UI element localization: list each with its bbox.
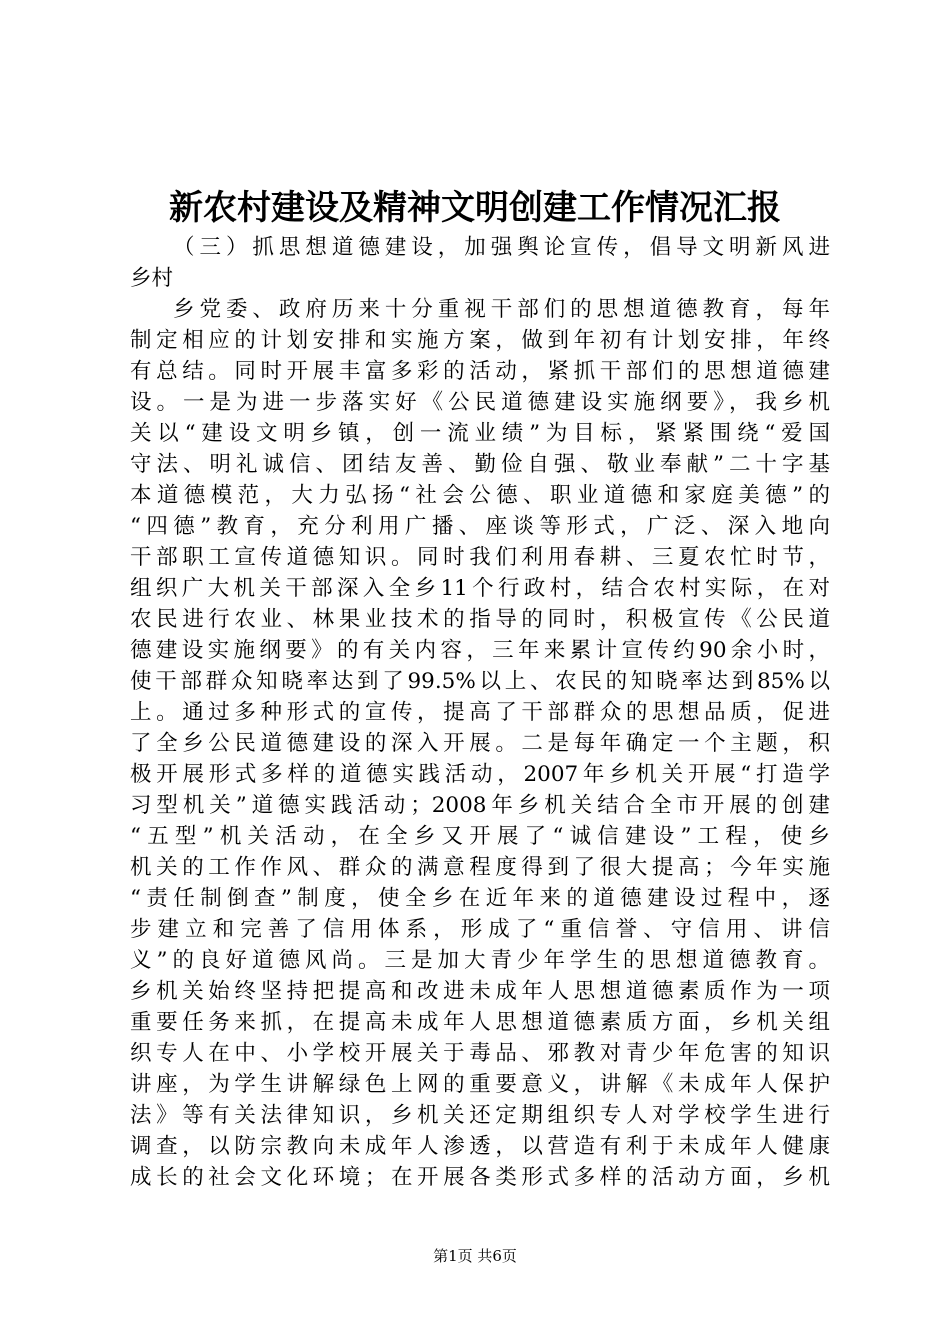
paragraph-line: 法》等有关法律知识，乡机关还定期组织专人对学校学生进行 bbox=[130, 1103, 830, 1128]
paragraph-line: 乡党委、政府历来十分重视干部们的思想道德教育，每年 bbox=[173, 297, 830, 322]
paragraph-line: 使干部群众知晓率达到了99.5%以上、农民的知晓率达到85%以 bbox=[130, 669, 830, 694]
paragraph-line: 乡机关始终坚持把提高和改进未成年人思想道德素质作为一项 bbox=[130, 979, 830, 1004]
paragraph-line: “四德”教育，充分利用广播、座谈等形式，广泛、深入地向 bbox=[130, 514, 830, 539]
paragraph-line: 干部职工宣传道德知识。同时我们利用春耕、三夏农忙时节， bbox=[130, 545, 830, 570]
paragraph-line: 本道德模范，大力弘扬“社会公德、职业道德和家庭美德”的 bbox=[130, 483, 830, 508]
paragraph-line: “责任制倒查”制度，使全乡在近年来的道德建设过程中，逐 bbox=[130, 886, 830, 911]
paragraph-line: 农民进行农业、林果业技术的指导的同时，积极宣传《公民道 bbox=[130, 607, 830, 632]
paragraph-line: 调查，以防宗教向未成年人渗透，以营造有利于未成年人健康 bbox=[130, 1134, 830, 1159]
page-number-footer: 第1页 共6页 bbox=[433, 1247, 517, 1265]
paragraph-line: “五型”机关活动，在全乡又开展了“诚信建设”工程，使乡 bbox=[130, 824, 830, 849]
paragraph-line: 极开展形式多样的道德实践活动，2007年乡机关开展“打造学 bbox=[130, 762, 830, 787]
paragraph-line: 守法、明礼诚信、团结友善、勤俭自强、敬业奉献”二十字基 bbox=[130, 452, 830, 477]
paragraph-line: 乡村 bbox=[130, 266, 174, 291]
paragraph-line: 重要任务来抓，在提高未成年人思想道德素质方面，乡机关组 bbox=[130, 1010, 830, 1035]
paragraph-line: 德建设实施纲要》的有关内容，三年来累计宣传约90余小时， bbox=[130, 638, 830, 663]
paragraph-line: 机关的工作作风、群众的满意程度得到了很大提高；今年实施 bbox=[130, 855, 830, 880]
paragraph-line: （三）抓思想道德建设，加强舆论宣传，倡导文明新风进 bbox=[173, 235, 830, 260]
paragraph-line: 义”的良好道德风尚。三是加大青少年学生的思想道德教育。 bbox=[130, 948, 830, 973]
paragraph-line: 了全乡公民道德建设的深入开展。二是每年确定一个主题，积 bbox=[130, 731, 830, 756]
paragraph-line: 习型机关”道德实践活动；2008年乡机关结合全市开展的创建 bbox=[130, 793, 830, 818]
paragraph-line: 织专人在中、小学校开展关于毒品、邪教对青少年危害的知识 bbox=[130, 1041, 830, 1066]
paragraph-line: 步建立和完善了信用体系，形成了“重信誉、守信用、讲信 bbox=[130, 917, 830, 942]
paragraph-line: 成长的社会文化环境；在开展各类形式多样的活动方面，乡机 bbox=[130, 1165, 830, 1190]
paragraph-line: 有总结。同时开展丰富多彩的活动，紧抓干部们的思想道德建 bbox=[130, 359, 830, 384]
paragraph-line: 关以“建设文明乡镇，创一流业绩”为目标，紧紧围绕“爱国 bbox=[130, 421, 830, 446]
paragraph-line: 讲座，为学生讲解绿色上网的重要意义，讲解《未成年人保护 bbox=[130, 1072, 830, 1097]
paragraph-line: 上。通过多种形式的宣传，提高了干部群众的思想品质，促进 bbox=[130, 700, 830, 725]
paragraph-line: 设。一是为进一步落实好《公民道德建设实施纲要》，我乡机 bbox=[130, 390, 830, 415]
document-body bbox=[130, 232, 830, 1193]
document-title: 新农村建设及精神文明创建工作情况汇报 bbox=[169, 188, 781, 228]
paragraph-line: 制定相应的计划安排和实施方案，做到年初有计划安排，年终 bbox=[130, 328, 830, 353]
paragraph-line: 组织广大机关干部深入全乡11个行政村，结合农村实际，在对 bbox=[130, 576, 830, 601]
